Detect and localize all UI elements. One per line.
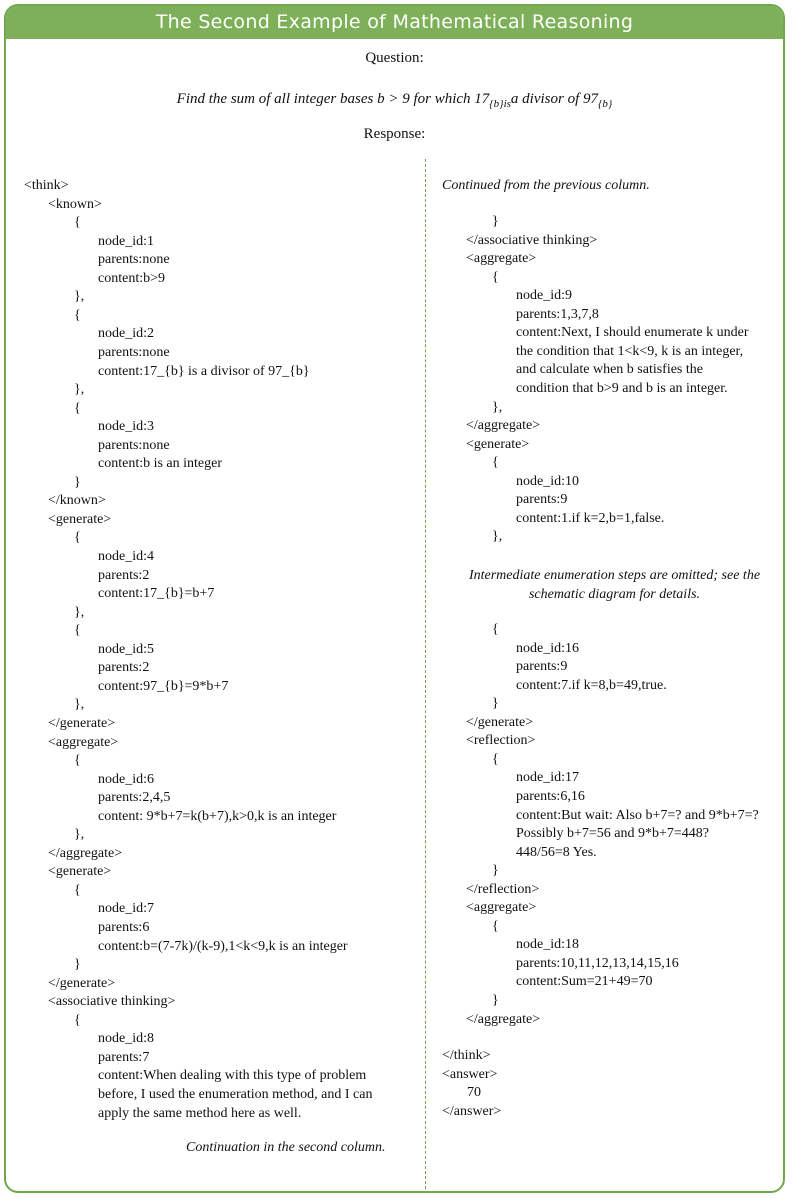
code-line: </think> (442, 1048, 491, 1063)
code-line: and calculate when b satisfies the (516, 362, 703, 378)
code-line: node_id:5 (98, 641, 154, 657)
code-line: parents:2,4,5 (98, 790, 171, 806)
code-line: </aggregate> (466, 1011, 541, 1027)
code-line: parents:6,16 (516, 788, 585, 804)
code-line: node_id:18 (516, 937, 579, 953)
code-line: 448/56=8 Yes. (516, 844, 597, 860)
code-line: content:17_{b} is a divisor of 97_{b} (98, 363, 310, 379)
column-divider (425, 159, 426, 1189)
right-continued-note: Continued from the previous column. (442, 178, 650, 193)
example-panel (4, 4, 785, 1193)
code-line: { (74, 623, 81, 639)
code-line: the condition that 1<k<9, k is an integer, (516, 343, 744, 359)
code-line: }, (74, 382, 85, 398)
code-line: node_id:16 (516, 640, 579, 656)
code-line: condition that b>9 and b is an integer. (516, 380, 728, 396)
code-line: { (492, 622, 499, 637)
code-line: } (492, 696, 499, 712)
code-line: content:7.if k=8,b=49,true. (516, 677, 667, 693)
code-line: node_id:2 (98, 326, 154, 342)
code-line: { (74, 753, 81, 769)
code-line: content:b is an integer (98, 456, 223, 472)
code-line: </generate> (48, 715, 116, 731)
code-line: parents:9 (516, 659, 568, 675)
code-line: <think> (24, 178, 69, 193)
code-line: </generate> (48, 975, 116, 991)
code-line: parents:none (98, 252, 170, 268)
code-line: content:1.if k=2,b=1,false. (516, 510, 665, 526)
question-label: Question: (365, 50, 424, 66)
code-line: content:b>9 (98, 270, 165, 286)
code-line: { (74, 530, 81, 546)
code-line: { (492, 269, 499, 285)
code-line: node_id:9 (516, 288, 572, 304)
code-line: } (74, 957, 81, 973)
code-line: apply the same method here as well. (98, 1105, 302, 1121)
code-line: content:97_{b}=9*b+7 (98, 678, 229, 694)
code-line: </reflection> (466, 881, 540, 897)
code-line: node_id:17 (516, 770, 579, 786)
panel-title: The Second Example of Mathematical Reasoning (6, 6, 783, 39)
code-line: parents:7 (98, 1049, 150, 1065)
code-line: </generate> (466, 714, 534, 730)
code-line: }, (74, 289, 85, 305)
code-line: content:Sum=21+49=70 (516, 974, 653, 990)
code-line: parents:9 (516, 492, 568, 508)
code-line: content:b=(7-7k)/(k-9),1<k<9,k is an integer (98, 938, 348, 954)
code-line: parents:1,3,7,8 (516, 306, 599, 322)
code-line: parents:2 (98, 567, 150, 583)
code-line: node_id:7 (98, 901, 154, 917)
code-line: node_id:8 (98, 1031, 154, 1047)
code-line: <generate> (48, 511, 112, 527)
code-line: }, (492, 399, 503, 415)
code-line: content:17_{b}=b+7 (98, 586, 215, 602)
code-line: { (74, 215, 81, 231)
code-line: { (74, 307, 81, 323)
code-line: }, (74, 827, 85, 843)
code-line: <reflection> (466, 733, 536, 749)
code-line: parents:none (98, 344, 170, 360)
code-line: node_id:10 (516, 473, 579, 489)
code-line: content:When dealing with this type of problem (98, 1068, 367, 1084)
code-line: <aggregate> (48, 734, 119, 750)
code-line: node_id:4 (98, 549, 154, 564)
omitted-steps-note: Intermediate enumeration steps are omitted; see the schematic diagram for details. (468, 568, 761, 602)
code-line: <generate> (48, 864, 112, 880)
code-line: before, I used the enumeration method, and I can (98, 1086, 373, 1102)
code-line: { (492, 455, 499, 471)
code-line: </aggregate> (466, 418, 541, 434)
code-line: </known> (48, 493, 106, 509)
code-line: }, (492, 529, 503, 545)
code-line: <known> (48, 196, 102, 212)
code-line: parents:2 (98, 660, 150, 676)
left-continuation-note: Continuation in the second column. (186, 1140, 386, 1155)
code-line: { (74, 400, 81, 416)
code-line: } (74, 474, 81, 490)
code-line: } (492, 863, 499, 879)
code-line: <associative thinking> (48, 994, 176, 1010)
code-line: parents:6 (98, 920, 150, 935)
code-line: <aggregate> (466, 900, 537, 916)
code-line: content:Next, I should enumerate k under (516, 325, 749, 341)
code-line: node_id:6 (98, 771, 154, 787)
code-line: parents:10,11,12,13,14,15,16 (516, 955, 679, 971)
question-text: Find the sum of all integer bases b > 9 for which $17_{\{b\}is}a$ divisor of $97_{\{b\}}$ (176, 91, 613, 110)
code-line: Possibly b+7=56 and 9*b+7=448? (516, 826, 709, 842)
code-line: { (492, 918, 499, 934)
code-line: parents:none (98, 437, 170, 453)
code-line: </associative thinking> (466, 232, 598, 248)
code-line: <generate> (466, 436, 530, 452)
code-line: }, (74, 604, 85, 620)
code-line: } (492, 993, 499, 1008)
response-label: Response: (363, 126, 426, 142)
code-line: content:But wait: Also b+7=? and 9*b+7=? (516, 807, 759, 823)
code-line: </answer> (442, 1103, 502, 1119)
code-line: node_id:1 (98, 233, 154, 249)
code-line: { (492, 751, 499, 767)
code-line: content: 9*b+7=k(b+7),k>0,k is an integer (98, 808, 337, 824)
code-line: </aggregate> (48, 845, 123, 861)
code-line: 70 (467, 1085, 481, 1101)
code-line: node_id:3 (98, 419, 154, 435)
code-line: <answer> (442, 1066, 498, 1082)
code-line: { (74, 882, 81, 898)
code-line: }, (74, 697, 85, 713)
code-line: } (492, 214, 499, 229)
code-line: { (74, 1012, 81, 1028)
code-line: <aggregate> (466, 251, 537, 267)
